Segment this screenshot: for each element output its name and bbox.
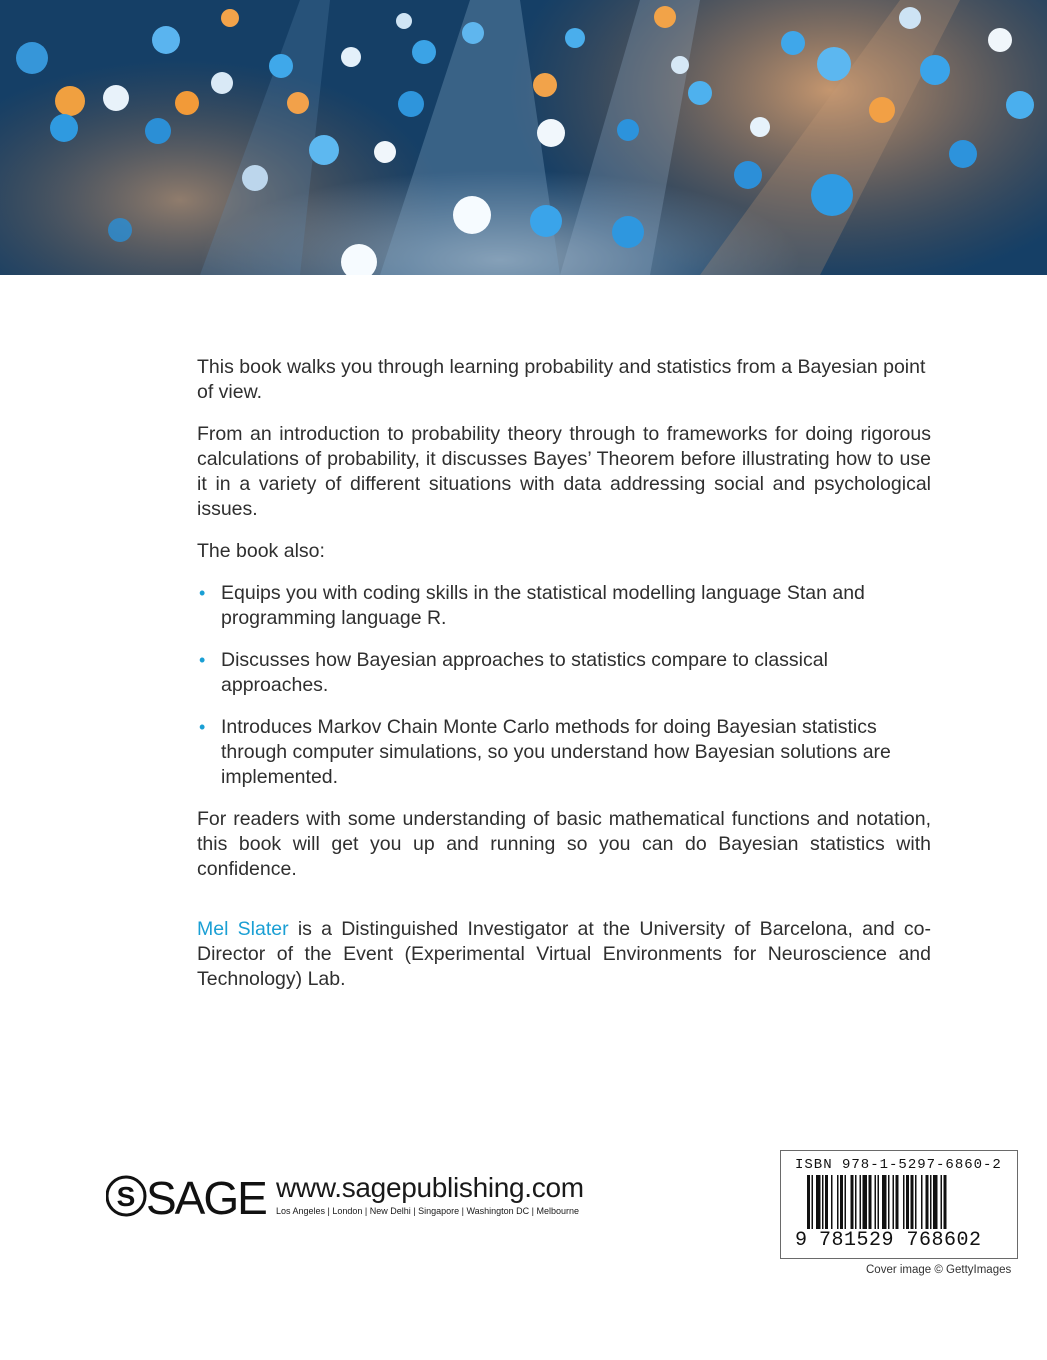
feature-list: [197, 581, 931, 790]
intro-paragraph: This book walks you through learning probability and statistics from a Bayesian point of view.: [197, 356, 926, 403]
isbn-label: ISBN 978-1-5297-6860-2: [795, 1157, 1002, 1173]
ean-prefix: 9: [795, 1229, 808, 1252]
svg-text:S: S: [116, 1181, 136, 1212]
bullet-icon: •: [199, 583, 206, 603]
cover-photo-bokeh: [0, 0, 1047, 275]
list-item-text: Introduces Markov Chain Monte Carlo methods for doing Bayesian statistics through computer simulations, so you understand how Bayesian solutions are implemented.: [221, 716, 891, 788]
bullet-icon: •: [199, 650, 206, 670]
list-item-text: Discusses how Bayesian approaches to statistics compare to classical approaches.: [221, 649, 828, 696]
list-item-text: Equips you with coding skills in the statistical modelling language Stan and programming language R.: [221, 582, 865, 629]
bullet-icon: •: [199, 717, 206, 737]
author-bio-text: is a Distinguished Investigator at the University of Barcelona, and co-Director of the Event (Experimental Virtual Environments for Neuroscience and Technology) Lab.: [197, 918, 931, 990]
publisher-block: [106, 1168, 606, 1228]
sage-logo: [106, 1172, 266, 1224]
author-bio: [197, 917, 931, 992]
overview-paragraph: From an introduction to probability theory through to frameworks for doing rigorous calculations of probability, it discusses Bayes’ Theorem before illustrating how to use it in a variety of different situations with data addressing social and psychological issues.: [197, 423, 931, 520]
author-name: Mel Slater: [197, 918, 289, 940]
bokeh-lights-image: [0, 0, 1047, 275]
ean-digits: 781529 768602: [819, 1229, 982, 1252]
list-item: [197, 581, 931, 631]
sage-logo-text: SAGE: [146, 1172, 266, 1224]
list-item: [197, 715, 931, 790]
readers-paragraph: For readers with some understanding of basic mathematical functions and notation, this book will get you up and running so you can do Bayesian statistics with confidence.: [197, 808, 931, 880]
isbn-barcode: [780, 1150, 1018, 1259]
back-cover-blurb: [197, 355, 931, 1009]
cover-image-credit: Cover image © GettyImages: [866, 1264, 1012, 1276]
list-item: [197, 648, 931, 698]
also-heading: The book also:: [197, 540, 325, 562]
publisher-cities: Los Angeles | London | New Delhi | Singapore | Washington DC | Melbourne: [276, 1206, 580, 1216]
barcode-bars: [807, 1175, 997, 1229]
publisher-url[interactable]: www.sagepublishing.com: [276, 1172, 584, 1203]
